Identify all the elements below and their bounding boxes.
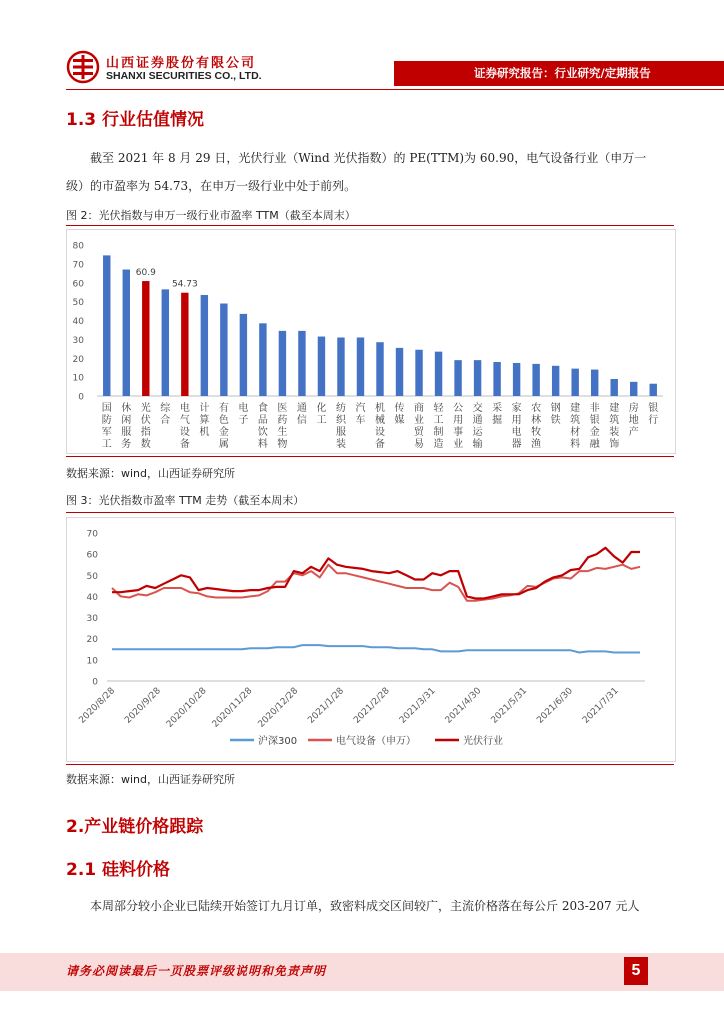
x-category-label: 休闲服务	[121, 403, 132, 450]
x-category-label: 国防军工	[101, 403, 112, 450]
y-tick-label: 70	[72, 260, 84, 271]
y-tick-label: 20	[72, 354, 84, 365]
x-tick-label: 2020/10/28	[164, 686, 209, 730]
disclaimer-notice: 请务必阅读最后一页股票评级说明和免责声明	[66, 964, 327, 978]
y-tick-label: 0	[92, 677, 98, 688]
bar-8	[240, 314, 247, 396]
y-tick-label: 30	[86, 614, 98, 625]
bar-25	[571, 369, 578, 396]
bar-2	[123, 270, 130, 396]
bar-17	[415, 350, 422, 396]
x-tick-label: 2021/7/31	[581, 686, 621, 726]
bar-29	[650, 384, 657, 396]
y-tick-label: 10	[72, 373, 84, 384]
x-category-label: 商业贸易	[414, 403, 425, 450]
series-line-3	[112, 548, 640, 599]
x-category-label: 电气设备	[179, 403, 190, 450]
x-category-label: 化工	[316, 403, 327, 426]
x-category-label: 建筑装饰	[609, 403, 620, 450]
bar-10	[279, 331, 286, 396]
page-header	[0, 0, 724, 92]
x-category-label: 非银金融	[589, 403, 600, 450]
series-line-1	[112, 645, 640, 652]
x-tick-label: 2021/3/31	[397, 686, 438, 726]
y-tick-label: 60	[72, 279, 84, 290]
x-category-label: 医药生物	[277, 403, 288, 450]
data-label: 60.9	[135, 268, 156, 279]
x-category-label: 公用事业	[453, 403, 464, 450]
page-number: 5	[624, 957, 648, 985]
bar-28	[630, 382, 637, 396]
bar-18	[435, 352, 442, 396]
figure-3-top-rule	[66, 512, 674, 513]
x-tick-label: 2021/1/28	[306, 686, 347, 726]
company-name-en: SHANXI SECURITIES CO., LTD.	[106, 70, 262, 82]
bar-22	[513, 363, 520, 396]
y-tick-label: 60	[86, 550, 98, 561]
shanxi-securities-logo-icon	[66, 50, 100, 84]
bar-11	[298, 331, 305, 396]
bar-4	[162, 289, 169, 396]
bar-19	[454, 360, 461, 396]
y-tick-label: 70	[86, 529, 98, 540]
y-tick-label: 50	[72, 298, 84, 309]
x-category-label: 房地产	[628, 403, 639, 438]
bar-16	[396, 348, 403, 396]
section-2-heading: 2.产业链价格跟踪	[66, 817, 204, 837]
x-category-label: 光伏指数	[140, 403, 151, 450]
bar-12	[318, 337, 325, 396]
bar-9	[259, 323, 266, 396]
x-tick-label: 2021/2/28	[352, 686, 392, 726]
x-category-label: 传媒	[394, 403, 405, 426]
figure-2-bottom-rule	[66, 456, 674, 457]
report-type-label: 证券研究报告：行业研究/定期报告	[474, 66, 651, 80]
x-tick-label: 2021/6/30	[535, 686, 575, 726]
y-tick-label: 50	[86, 571, 98, 582]
header-divider	[66, 89, 724, 90]
x-tick-label: 2021/5/31	[489, 686, 530, 726]
y-tick-label: 30	[72, 335, 84, 346]
x-category-label: 钢铁	[550, 403, 561, 426]
bar-1	[103, 255, 110, 396]
section-1-3-heading: 1.3 行业估值情况	[66, 110, 205, 130]
x-category-label: 食品饮料	[257, 403, 268, 450]
pe-bar-chart	[67, 230, 675, 453]
bar-6	[201, 295, 208, 396]
bar-13	[337, 337, 344, 396]
y-tick-label: 0	[78, 392, 84, 403]
x-category-label: 综合	[160, 403, 171, 426]
x-category-label: 农林牧渔	[531, 403, 542, 450]
pe-line-chart-frame	[66, 517, 676, 762]
x-category-label: 交通运输	[472, 403, 483, 450]
bar-24	[552, 366, 559, 396]
x-category-label: 采掘	[492, 403, 503, 426]
legend-label-2: 电气设备（申万）	[336, 736, 416, 747]
x-category-label: 计算机	[199, 403, 210, 438]
data-label: 54.73	[171, 279, 198, 290]
section-2-1-heading: 2.1 硅料价格	[66, 860, 171, 880]
x-category-label: 银行	[648, 403, 659, 426]
company-name-cn: 山西证券股份有限公司	[106, 56, 257, 71]
x-tick-label: 2021/4/30	[443, 686, 484, 726]
bar-14	[357, 337, 364, 396]
bar-21	[493, 362, 500, 396]
figure-2-title: 图 2：光伏指数与申万一级行业市盈率 TTM（截至本周末）	[66, 209, 356, 222]
figure-2-source: 数据来源：wind，山西证券研究所	[66, 467, 236, 480]
x-category-label: 建筑材料	[570, 403, 581, 450]
figure-3-source: 数据来源：wind，山西证券研究所	[66, 773, 236, 786]
x-tick-label: 2020/9/28	[123, 686, 163, 726]
y-tick-label: 10	[86, 656, 98, 667]
bar-3	[142, 281, 149, 396]
x-category-label: 纺织服装	[335, 403, 346, 450]
bar-26	[591, 370, 598, 396]
x-category-label: 轻工制造	[433, 403, 444, 450]
y-tick-label: 20	[86, 635, 98, 646]
legend-label-3: 光伏行业	[463, 736, 503, 747]
pe-line-chart	[67, 518, 675, 761]
bar-7	[220, 304, 227, 396]
x-category-label: 机械设备	[375, 403, 385, 450]
x-tick-label: 2020/12/28	[256, 686, 301, 730]
legend-label-1: 沪深300	[258, 736, 298, 747]
pe-bar-chart-frame	[66, 229, 676, 454]
x-tick-label: 2020/11/28	[210, 686, 255, 730]
x-category-label: 家用电器	[511, 403, 522, 450]
bar-20	[474, 360, 481, 396]
figure-3-title: 图 3：光伏指数市盈率 TTM 走势（截至本周末）	[66, 494, 305, 507]
bar-23	[532, 364, 539, 396]
bar-15	[376, 342, 383, 396]
figure-2-top-rule	[66, 225, 674, 226]
x-category-label: 汽车	[355, 403, 366, 426]
x-category-label: 电子	[238, 403, 249, 426]
series-line-2	[112, 565, 640, 601]
bar-5	[181, 293, 188, 396]
y-tick-label: 80	[72, 241, 84, 252]
section-1-3-paragraph: 截至 2021 年 8 月 29 日，光伏行业（Wind 光伏指数）的 PE(TTM)为 60.90，电气设备行业（申万一级）的市盈率为 54.73，在申万一级行业中处于前列。	[66, 151, 647, 193]
x-category-label: 通信	[296, 403, 307, 426]
figure-3-bottom-rule	[66, 764, 674, 765]
section-2-1-paragraph: 本周部分较小企业已陆续开始签订九月订单，致密料成交区间较广，主流价格落在每公斤 203-207 元人	[90, 899, 640, 913]
y-tick-label: 40	[72, 317, 84, 327]
y-tick-label: 40	[86, 592, 98, 603]
x-category-label: 有色金属	[218, 403, 229, 450]
bar-27	[610, 379, 617, 396]
x-tick-label: 2020/8/28	[77, 686, 118, 726]
